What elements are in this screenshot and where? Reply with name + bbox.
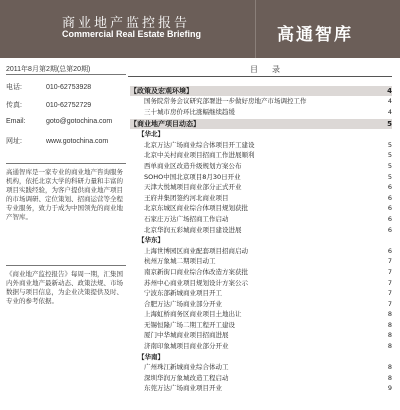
toc-entry-text: 深圳华润万象城改造工程启动 (144, 373, 229, 382)
toc-entry-text: 上海世博园区商业配套项目招商启动 (144, 246, 248, 255)
toc-page-number: 7 (387, 278, 392, 287)
toc-entry[interactable] (130, 288, 392, 299)
toc-entry[interactable] (130, 267, 392, 278)
toc-entry[interactable] (130, 150, 392, 161)
company-description: 高通智库是一家专业的商业地产咨询服务机构，依托北京大学的科研力量和丰富的项目实践经验，为客户提供商业地产项目的市场调研、定位策划、招商运营等全程专业服务，致力于成为中国领先的商业地产智库。 (6, 168, 123, 221)
header-divider (255, 0, 256, 58)
toc-entry-text: 【政策及宏观环境】 (130, 87, 193, 95)
toc-entry-text: 北京中关村商业项目招商工作进展顺利 (144, 151, 255, 160)
toc-entry[interactable] (130, 140, 392, 151)
toc-entry[interactable] (130, 362, 392, 373)
toc-entry[interactable] (130, 373, 392, 384)
toc-entry-text: 北京东城区商业综合体项目规划获批 (144, 204, 248, 213)
divider (6, 163, 126, 164)
toc-page-number: 9 (387, 384, 392, 393)
contact-value: 010-62753928 (46, 84, 92, 91)
toc-page-number: 6 (387, 204, 392, 213)
toc-page-number: 6 (387, 214, 392, 223)
toc-entry[interactable] (130, 214, 392, 225)
toc-page-number: 6 (387, 193, 392, 202)
toc-page-number: 5 (387, 151, 392, 160)
toc-page-number: 8 (387, 331, 392, 340)
contact-value: 010-62752729 (46, 102, 92, 109)
issue-number: 2011年8月第2期(总第20期) (6, 66, 91, 73)
report-title: 商业地产监控报告 (62, 16, 191, 31)
toc-page-number: 8 (387, 363, 392, 372)
toc-entry-text: 王府井集团签约河北商业项目 (144, 193, 229, 202)
toc-entry-text: 石家庄万达广场招商工作启动 (144, 214, 229, 223)
toc-entry-text: 厦门中华城商业项目招商进展 (144, 331, 229, 340)
toc-entry-text: SOHO中国北京项目8月30日开业 (144, 172, 241, 181)
toc-entry[interactable] (130, 320, 392, 331)
report-title-english: Commercial Real Estate Briefing (62, 29, 202, 39)
toc-page-number: 8 (387, 310, 392, 319)
divider (6, 265, 126, 266)
contact-phone (6, 82, 91, 92)
contact-value[interactable]: www.gotochina.com (46, 138, 109, 145)
toc-page-number: 4 (387, 107, 392, 116)
report-description: 《商业地产监控报告》每周一期，汇集国内外商业地产最新动态、政策法规、市场数据与项目信息，为企业决策提供及时、专业的参考依据。 (6, 270, 123, 305)
toc-entry-text: 南京新街口商业综合体改造方案获批 (144, 267, 248, 276)
toc-page-number: 6 (387, 225, 392, 234)
toc-entry-text: 合肥万达广场商业部分开业 (144, 299, 222, 308)
toc-entry-text: 济南印象城项目商业部分开业 (144, 342, 229, 351)
toc-entry[interactable] (130, 330, 392, 341)
contact-label: 网址: (6, 138, 22, 145)
contact-value[interactable]: goto@gotochina.com (46, 118, 113, 125)
toc-page-number: 7 (387, 267, 392, 276)
toc-entry-text: 杭州万象城二期项目动工 (144, 257, 216, 266)
toc-entry[interactable] (130, 107, 392, 118)
toc-page-number: 8 (387, 320, 392, 329)
toc-entry-text: 宁波东部新城商业项目开工 (144, 289, 222, 298)
toc-title: 目录 (250, 65, 294, 74)
toc-page-number: 8 (387, 342, 392, 351)
toc-entry[interactable] (130, 193, 392, 204)
contact-website[interactable] (6, 136, 108, 146)
toc-page-number: 5 (387, 172, 392, 181)
toc-entry-text: 广州珠江新城商业综合体动工 (144, 363, 229, 372)
toc-page-number: 8 (387, 373, 392, 382)
toc-entry[interactable] (130, 161, 392, 172)
toc-entry[interactable] (130, 299, 392, 310)
toc-entry-text: 上海虹桥商务区商业项目土地出让 (144, 310, 242, 319)
toc-region-heading (130, 129, 392, 140)
toc-entry[interactable] (130, 172, 392, 183)
toc-entry[interactable] (130, 278, 392, 289)
table-of-contents (130, 84, 392, 394)
toc-entry[interactable] (130, 383, 392, 394)
toc-entry[interactable] (130, 225, 392, 236)
toc-region-heading (130, 352, 392, 363)
toc-page-number: 7 (387, 257, 392, 266)
toc-entry[interactable] (130, 246, 392, 257)
toc-entry-text: 【华南】 (138, 352, 164, 361)
divider (128, 76, 392, 77)
toc-entry-text: 北京万达广场商业综合体项目开工建设 (144, 140, 255, 149)
toc-entry-text: 东莞万达广场商业项目开业 (144, 384, 222, 393)
contact-fax (6, 100, 91, 110)
contact-label: Email: (6, 118, 26, 125)
toc-section-heading[interactable] (130, 86, 392, 96)
contact-label: 电话: (6, 84, 22, 91)
toc-entry[interactable] (130, 182, 392, 193)
toc-page-number: 5 (387, 140, 392, 149)
toc-page-number: 6 (387, 246, 392, 255)
toc-entry-text: 国务院常务会议研究部署进一步做好房地产市场调控工作 (144, 97, 307, 105)
toc-entry-text: 三十城市房价环比涨幅继续趋缓 (144, 107, 235, 116)
divider (6, 74, 126, 75)
toc-page-number: 7 (387, 289, 392, 298)
toc-entry[interactable] (130, 203, 392, 214)
toc-entry-text: 【华东】 (138, 236, 164, 245)
toc-page-number: 5 (387, 161, 392, 170)
toc-page-number: 7 (387, 299, 392, 308)
toc-entry-text: 苏州中心商业项目规划设计方案公示 (144, 278, 248, 287)
toc-entry-text: 西单商业区改造升级规划方案公布 (144, 161, 242, 170)
toc-entry[interactable] (130, 256, 392, 267)
toc-entry-text: 【华北】 (138, 130, 164, 139)
toc-section-heading[interactable] (130, 119, 392, 129)
brand-name: 高通智库 (277, 25, 353, 45)
toc-entry-text: 天津大悦城项目商业部分正式开业 (144, 183, 242, 192)
toc-page-number: 4 (387, 87, 392, 95)
toc-page-number: 5 (387, 120, 392, 129)
toc-entry-text: 无锡恒隆广场二期工程开工建设 (144, 320, 235, 329)
toc-entry-text: 【商业地产项目动态】 (130, 120, 200, 129)
toc-entry-text: 北京华润五彩城商业项目建设进展 (144, 225, 242, 234)
toc-page-number: 4 (387, 97, 392, 105)
toc-page-number: 6 (387, 183, 392, 192)
contact-label: 传真: (6, 102, 22, 109)
toc-entry[interactable] (130, 96, 392, 107)
contact-email[interactable] (6, 118, 112, 125)
toc-entry[interactable] (130, 309, 392, 320)
toc-entry[interactable] (130, 341, 392, 352)
toc-region-heading (130, 235, 392, 246)
